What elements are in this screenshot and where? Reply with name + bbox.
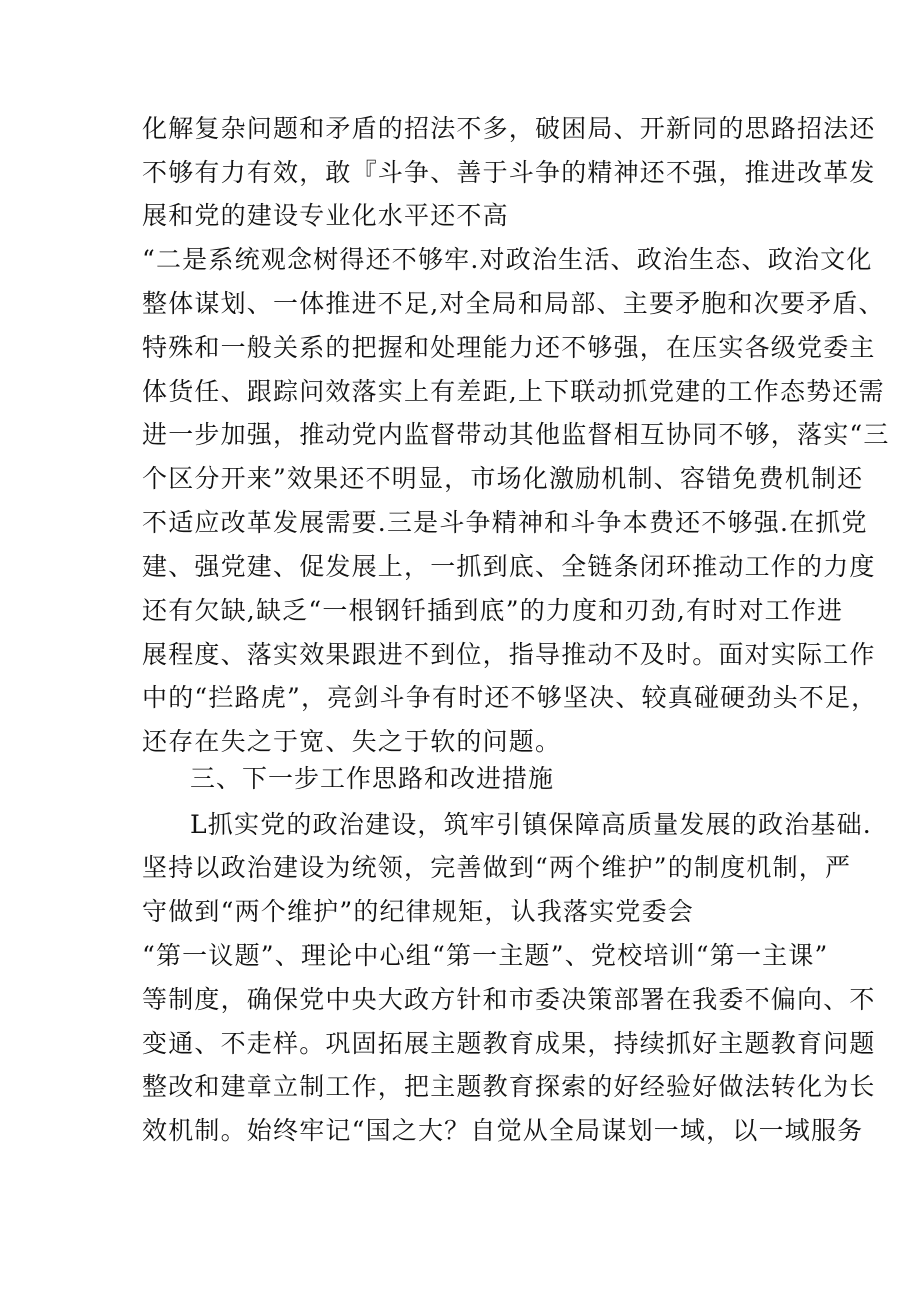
section-heading: 三、下一步工作思路和改进措施 (190, 764, 555, 793)
body-text-line: 变通、不走样。巩固拓展主题教育成果，持续抓好主题教育问题 (142, 1029, 876, 1058)
body-text-line: “二是系统观念树得还不够牢.对政治生活、政治生态、政治文化 (142, 245, 873, 274)
body-text-line: 个区分开来”效果还不明显，市场化激励机制、容错免费机制还 (142, 464, 864, 493)
body-text-line: 守做到“两个维护”的纪律规矩，认我落实党委会 (142, 897, 694, 926)
body-text-line: 不够有力有效，敢『斗争、善于斗争的精神还不强，推进改革发 (142, 158, 876, 187)
body-text-line: 进一步加强，推动党内监督带动其他监督相互协同不够，落实“三 (142, 420, 890, 449)
body-text-line: 不适应改革发展需要.三是斗争精神和斗争本费还不够强.在抓党 (142, 508, 868, 537)
body-text-line: 还存在失之于宽、失之于软的问题。 (142, 727, 562, 756)
body-text-line: 建、强党建、促发展上，一抓到底、全链条闭环推动工作的力度 (142, 552, 876, 581)
body-text-line: 等制度，确保党中央大政方针和市委决策部署在我委不偏向、不 (142, 985, 876, 1014)
body-text-line: 效机制。始终牢记“国之大？自觉从全局谋划一域，以一域服务 (142, 1116, 864, 1145)
body-text-line: 特殊和一般关系的把握和处理能力还不够强，在压实各级党委主 (142, 333, 876, 362)
body-text-line: 整体谋划、一体推进不足,对全局和局部、主要矛胞和次要矛盾、 (142, 289, 885, 318)
body-text-line: L抓实党的政治建设，筑牢引镇保障高质量发展的政治基础. (190, 810, 872, 839)
body-text-line: 体货任、跟踪问效落实上有差距,上下联动抓党建的工作态势还需 (142, 377, 885, 406)
body-text-line: “第一议题”、理论中心组“第一主题”、党校培训“第一主课” (142, 941, 829, 970)
body-text-line: 坚持以政治建设为统领，完善做到“两个维护”的制度机制，严 (142, 853, 852, 882)
body-text-line: 中的“拦路虎”，亮剑斗争有时还不够坚决、较真碰硬劲头不足， (142, 683, 878, 712)
body-text-line: 整改和建章立制工作，把主题教育探索的好经验好做法转化为长 (142, 1072, 876, 1101)
body-text-line: 展和党的建设专业化水平还不高 (142, 201, 509, 230)
body-text-line: 展程度、落实效果跟进不到位，指导推动不及时。面对实际工作 (142, 640, 876, 669)
body-text-line: 化解复杂问题和矛盾的招法不多，破困局、开新同的思路招法还 (142, 114, 876, 143)
body-text-line: 还有欠缺,缺乏“一根钢钎插到底”的力度和刃劲,有时对工作进 (142, 596, 844, 625)
